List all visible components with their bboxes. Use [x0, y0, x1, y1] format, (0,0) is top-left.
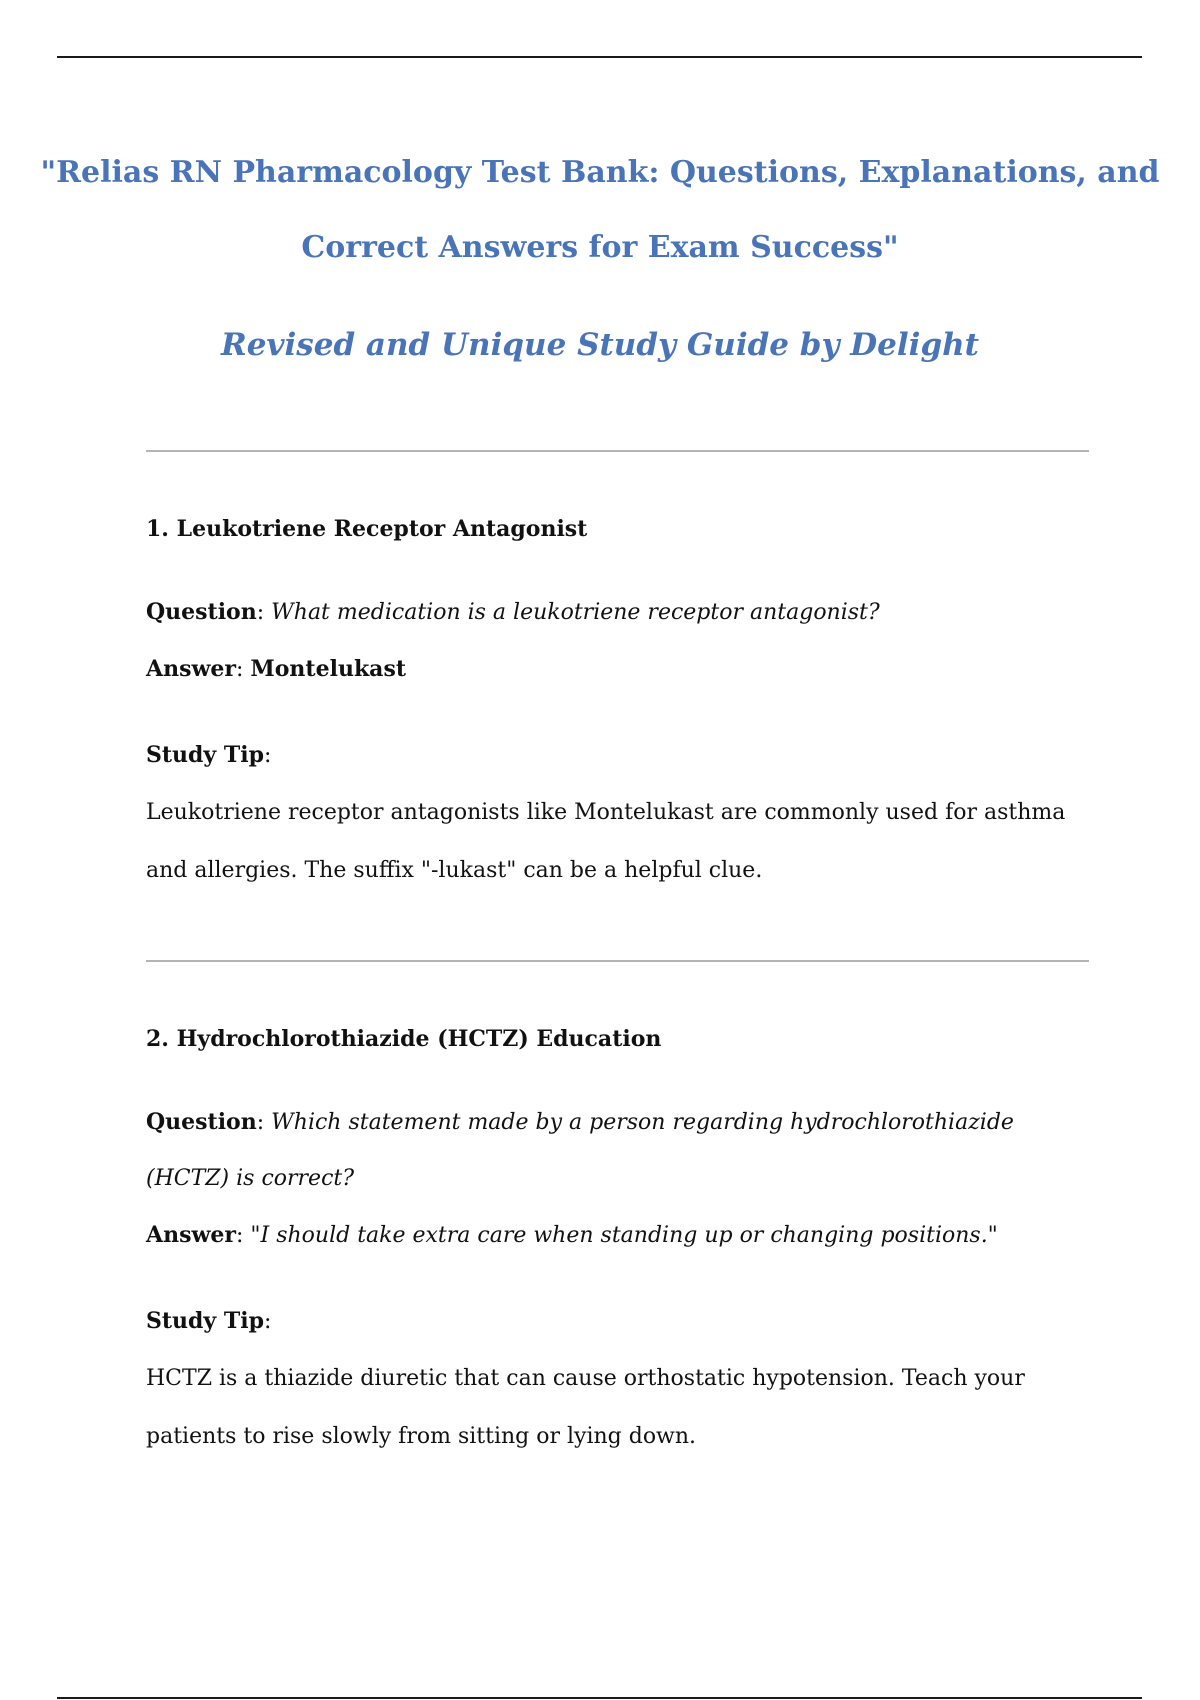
answer-line	[146, 641, 1089, 698]
answer-label: Answer	[146, 1222, 236, 1248]
question-text: Which statement made by a person regarding hydrochlorothiazide (HCTZ) is correct?	[146, 1110, 1014, 1191]
study-tip-text: HCTZ is a thiazide diuretic that can cause orthostatic hypotension. Teach your patients to rise slowly from sitting or lying down.	[146, 1366, 1025, 1449]
section-2	[146, 1024, 1089, 1466]
answer-text: "I should take extra care when standing up or changing positions."	[250, 1223, 998, 1248]
document-subtitle: Revised and Unique Study Guide by Delight	[221, 327, 979, 363]
section-1	[146, 514, 1089, 900]
question-label: Question	[146, 599, 257, 625]
answer-colon: :	[235, 1223, 244, 1248]
answer-label: Answer	[146, 656, 236, 682]
study-tip-colon: :	[263, 743, 272, 768]
study-tip-heading	[146, 727, 1089, 784]
question-line	[146, 1094, 1089, 1207]
section-divider	[146, 960, 1089, 962]
page-top-rule	[57, 56, 1142, 58]
question-colon: :	[256, 1110, 265, 1135]
study-tip-label: Study Tip	[146, 1308, 264, 1334]
study-tip-colon: :	[263, 1309, 272, 1334]
question-line	[146, 584, 1089, 641]
study-tip-text: Leukotriene receptor antagonists like Montelukast are commonly used for asthma and allergies. The suffix "-lukast" can be a helpful clue.	[146, 800, 1066, 883]
section-heading: 1. Leukotriene Receptor Antagonist	[146, 516, 588, 542]
section-heading: 2. Hydrochlorothiazide (HCTZ) Education	[146, 1026, 662, 1052]
question-label: Question	[146, 1109, 257, 1135]
section-divider	[146, 450, 1089, 452]
question-colon: :	[256, 600, 265, 625]
study-tip-label: Study Tip	[146, 742, 264, 768]
document-title: "Relias RN Pharmacology Test Bank: Questions, Explanations, and Correct Answers for Exam Success"	[40, 155, 1160, 265]
answer-line	[146, 1207, 1089, 1264]
question-text: What medication is a leukotriene receptor antagonist?	[271, 600, 880, 625]
answer-text: Montelukast	[250, 656, 406, 682]
page-bottom-rule	[57, 1697, 1142, 1699]
answer-colon: :	[235, 657, 244, 682]
study-tip-heading	[146, 1293, 1089, 1350]
